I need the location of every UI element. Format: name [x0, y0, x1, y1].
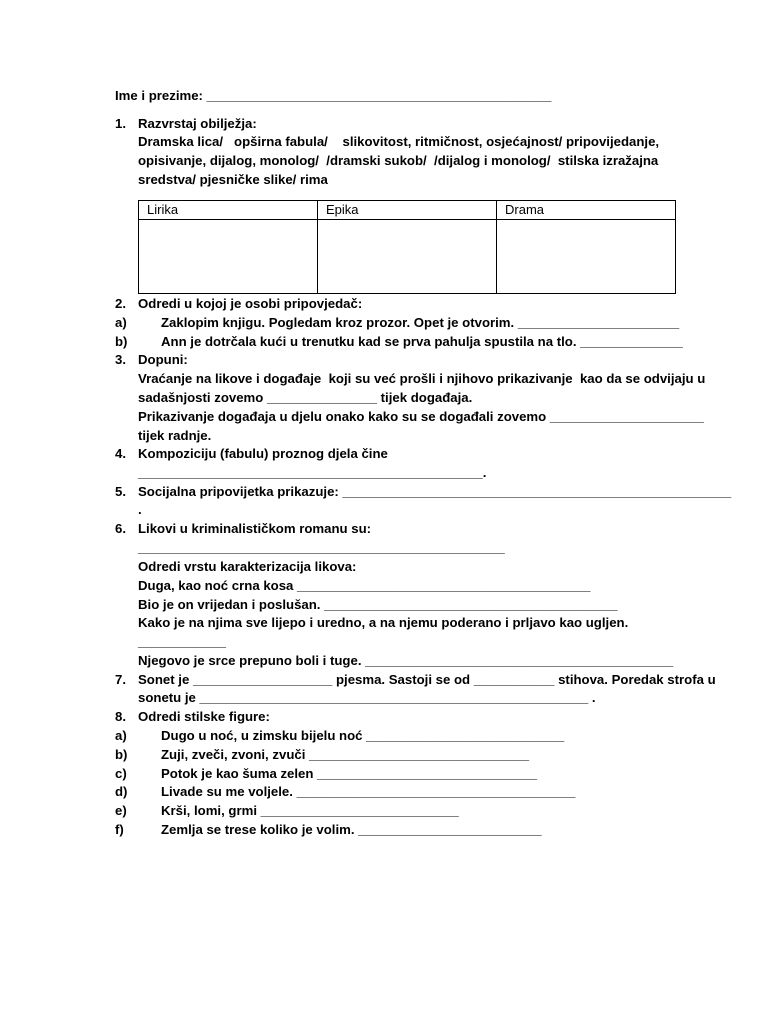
- classification-table: [138, 200, 676, 294]
- q7-line-2[interactable]: sonetu je _____________________________________________________ .: [138, 690, 596, 705]
- q6-item-3: Kako je na njima sve lijepo i uredno, a na njemu poderano i prljavo kao ugljen.: [138, 615, 629, 630]
- q8-item-d[interactable]: Livade su me voljele. ______________________________________: [161, 784, 576, 799]
- q6-item-4[interactable]: Njegovo je srce prepuno boli i tuge. __________________________________________: [138, 653, 674, 668]
- q2-number: 2.: [115, 296, 126, 311]
- q8-item-c-label: c): [115, 766, 127, 781]
- q8-item-a-label: a): [115, 728, 127, 743]
- q1-title: Razvrstaj obilježja:: [138, 116, 257, 131]
- q3-line-1: Vraćanje na likove i događaje koji su već prošli i njihovo prikazivanje kao da se odvijaju u: [138, 371, 706, 386]
- table-answer-row: [139, 220, 676, 294]
- column-header-epika: Epika: [318, 201, 497, 220]
- table-header-row: [139, 201, 676, 220]
- q8-item-b[interactable]: Zuji, zveči, zvoni, zvuči ______________________________: [161, 747, 530, 762]
- q8-number: 8.: [115, 709, 126, 724]
- q5-title[interactable]: Socijalna pripovijetka prikazuje: _____________________________________________________: [138, 484, 732, 499]
- column-header-lirika: Lirika: [139, 201, 318, 220]
- q1-line-1: Dramska lica/ opširna fabula/ slikovitost, ritmičnost, osjećajnost/ pripovijedanje,: [138, 134, 660, 149]
- name-field-line[interactable]: Ime i prezime: _______________________________________________: [115, 88, 552, 103]
- q8-title: Odredi stilske figure:: [138, 709, 270, 724]
- column-header-drama: Drama: [497, 201, 676, 220]
- q2-item-b[interactable]: Ann je dotrčala kući u trenutku kad se prva pahulja spustila na tlo. ______________: [161, 334, 683, 349]
- q3-line-2[interactable]: sadašnjosti zovemo _______________ tijek događaja.: [138, 390, 473, 405]
- q7-line-1[interactable]: Sonet je ___________________ pjesma. Sastoji se od ___________ stihova. Poredak strofa u: [138, 672, 716, 687]
- q8-item-c[interactable]: Potok je kao šuma zelen ______________________________: [161, 766, 538, 781]
- q1-number: 1.: [115, 116, 126, 131]
- q1-line-3: sredstva/ pjesničke slike/ rima: [138, 172, 328, 187]
- q5-line-end: .: [138, 502, 142, 517]
- q3-title: Dopuni:: [138, 352, 188, 367]
- q2-item-a-label: a): [115, 315, 127, 330]
- q1-line-2: opisivanje, dijalog, monolog/ /dramski sukob/ /dijalog i monolog/ stilska izražajna: [138, 153, 659, 168]
- q4-number: 4.: [115, 446, 126, 461]
- answer-cell-lirika[interactable]: [139, 220, 318, 294]
- q8-item-b-label: b): [115, 747, 128, 762]
- q2-title: Odredi u kojoj je osobi pripovjedač:: [138, 296, 363, 311]
- q8-item-f-label: f): [115, 822, 124, 837]
- q5-number: 5.: [115, 484, 126, 499]
- q8-item-e-label: e): [115, 803, 127, 818]
- q2-item-a[interactable]: Zaklopim knjigu. Pogledam kroz prozor. Opet je otvorim. ______________________: [161, 315, 680, 330]
- q6-item-2[interactable]: Bio je on vrijedan i poslušan. ________________________________________: [138, 597, 618, 612]
- q3-line-4: tijek radnje.: [138, 428, 212, 443]
- q4-title: Kompoziciju (fabulu) proznog djela čine: [138, 446, 388, 461]
- q6-title: Likovi u kriminalističkom romanu su:: [138, 521, 372, 536]
- q6-answer-line[interactable]: __________________________________________________: [138, 540, 505, 555]
- q3-number: 3.: [115, 352, 126, 367]
- q6-item-1[interactable]: Duga, kao noć crna kosa ________________________________________: [138, 578, 591, 593]
- q6-subtitle: Odredi vrstu karakterizacija likova:: [138, 559, 357, 574]
- q8-item-e[interactable]: Krši, lomi, grmi ___________________________: [161, 803, 459, 818]
- q3-line-3[interactable]: Prikazivanje događaja u djelu onako kako su se događali zovemo _____________________: [138, 409, 704, 424]
- q8-item-f[interactable]: Zemlja se trese koliko je volim. _________________________: [161, 822, 542, 837]
- q2-item-b-label: b): [115, 334, 128, 349]
- q8-item-d-label: d): [115, 784, 128, 799]
- answer-cell-drama[interactable]: [497, 220, 676, 294]
- q6-number: 6.: [115, 521, 126, 536]
- q6-item-3-answer[interactable]: ____________: [138, 634, 227, 649]
- answer-cell-epika[interactable]: [318, 220, 497, 294]
- q4-answer-line[interactable]: _______________________________________________.: [138, 465, 487, 480]
- q8-item-a[interactable]: Dugo u noć, u zimsku bijelu noć ___________________________: [161, 728, 565, 743]
- q7-number: 7.: [115, 672, 126, 687]
